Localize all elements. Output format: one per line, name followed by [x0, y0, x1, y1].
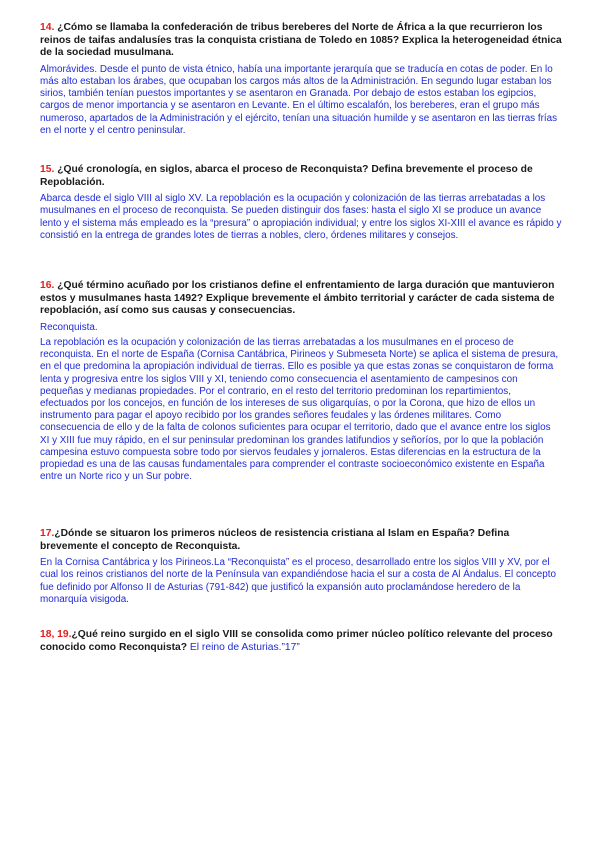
answer-text: Reconquista.	[40, 321, 98, 333]
question-body: ¿Qué cronología, en siglos, abarca el proceso de Reconquista? Defina brevemente el proceso de Repoblación.	[40, 164, 533, 188]
question-block-18-19	[40, 629, 562, 654]
question-number: 17.	[40, 528, 55, 539]
question-body: ¿Cómo se llamaba la confederación de tribus bereberes del Norte de África a la que recurrieron los reinos de taifas andalusíes tras la conquista cristiana de Toledo en 1085? Explica la heterogeneidad étnica de la sociedad musulmana.	[40, 22, 562, 59]
question-number: 16.	[40, 280, 55, 291]
question-number: 14.	[40, 22, 55, 33]
question-text	[40, 629, 562, 654]
question-block-15	[40, 164, 562, 242]
question-number: 15.	[40, 164, 55, 175]
question-text	[40, 528, 562, 553]
question-body: ¿Qué término acuñado por los cristianos define el enfrentamiento de larga duración que mantuvieron estos y musulmanes hasta 1492? Explique brevemente el ámbito territorial y carácter de cada sistema de repoblación, así como sus causas y consecuencias.	[40, 280, 555, 317]
question-number: 18, 19.	[40, 629, 72, 640]
question-text	[40, 280, 562, 318]
answer-text: En la Cornisa Cantábrica y los Pirineos.La “Reconquista” es el proceso, desarrollado entre los siglos VIII y XV, por el cual los reinos cristianos del norte de la Península van expandiéndose hacia el sur a costa de Al Ándalus. El concepto fue definido por Alfonso II de Asturias (791-842) que justificó la expansión auto proclamándose heredero de la monarquía visigoda.	[40, 557, 557, 605]
question-body: ¿Dónde se situaron los primeros núcleos de resistencia cristiana al Islam en España? Defina brevemente el concepto de Reconquista.	[40, 528, 510, 552]
answer-text: El reino de Asturias.”17”	[189, 641, 300, 653]
question-block-14	[40, 22, 562, 137]
question-block-16	[40, 280, 562, 483]
answer-text: Almorávides. Desde el punto de vista étnico, había una importante jerarquía que se traducía en cotas de poder. En lo más alto estaban los árabes, que ocupaban los cargos más altos de la Administración. En segundo lugar estaban los sirios, también tenían puestos importantes y se asentaron en Granada. Por debajo de estos estaban los egipcios, cargos de menor importancia y se asentaron en Levante. En el último escalafón, los bereberes, eran el grupo más numeroso, apartados de la Administración y el ejército, tenían una situación humilde y se asentaron en las tierras frías en el norte y el centro peninsular.	[40, 63, 558, 136]
answer-text: Abarca desde el siglo VIII al siglo XV. La repoblación es la ocupación y colonización de las tierras arrebatadas a los musulmanes en el proceso de reconquista. Se pueden distinguir dos fases: hasta el siglo XI se produce un avance lento y el sistema más empleado es la “presura” o apropiación individual; y entre los siglos XI-XIII el avance es rápido y consistió en la entrega de grandes lotes de tierras a nobles, clero, órdenes militares y consejos.	[40, 193, 562, 241]
question-body: ¿Qué reino surgido en el siglo VIII se consolida como primer núcleo político relevante del proceso conocido como Reconquista?	[40, 629, 553, 653]
answer-paragraph: La repoblación es la ocupación y colonización de las tierras arrebatadas a los musulmanes en el proceso de reconquista. En el norte de España (Cornisa Cantábrica, Pirineos y Submeseta Norte) se aplica el sistema de presura, en el que predomina la apropiación individual de tierras. Ello es posible ya que estas zonas se conquistaron de forma lenta y progresiva entre los siglos VIII y XI, teniendo como consecuencia el asentamiento de campesinos con pequeñas y medianas propiedades. Por el contrario, en el resto del territorio predominan los repartimientos, efectuados por los concejos, en función de los intereses de sus oligarquías, o por la Corona, que hizo de ellos un instrumento para pagar el apoyo recibido por los grandes señores feudales y las órdenes militares. Como consecuencia de ello y de la falta de colonos suficientes para ocupar el territorio, dado que el avance entre los siglos XI y XIII fue muy rápido, en el sur peninsular predominan los grandes latifundios y señoríos, por lo que la población campesina estuvo compuesta sobre todo por siervos feudales y jornaleros. Estas diferencias en la estructura de la propiedad es una de las causas fundamentales para comprender el contraste socioeconómico existente en España entre un Norte rico y un Sur pobre.	[40, 336, 559, 483]
question-text	[40, 164, 562, 189]
question-text	[40, 22, 562, 60]
question-block-17	[40, 528, 562, 606]
